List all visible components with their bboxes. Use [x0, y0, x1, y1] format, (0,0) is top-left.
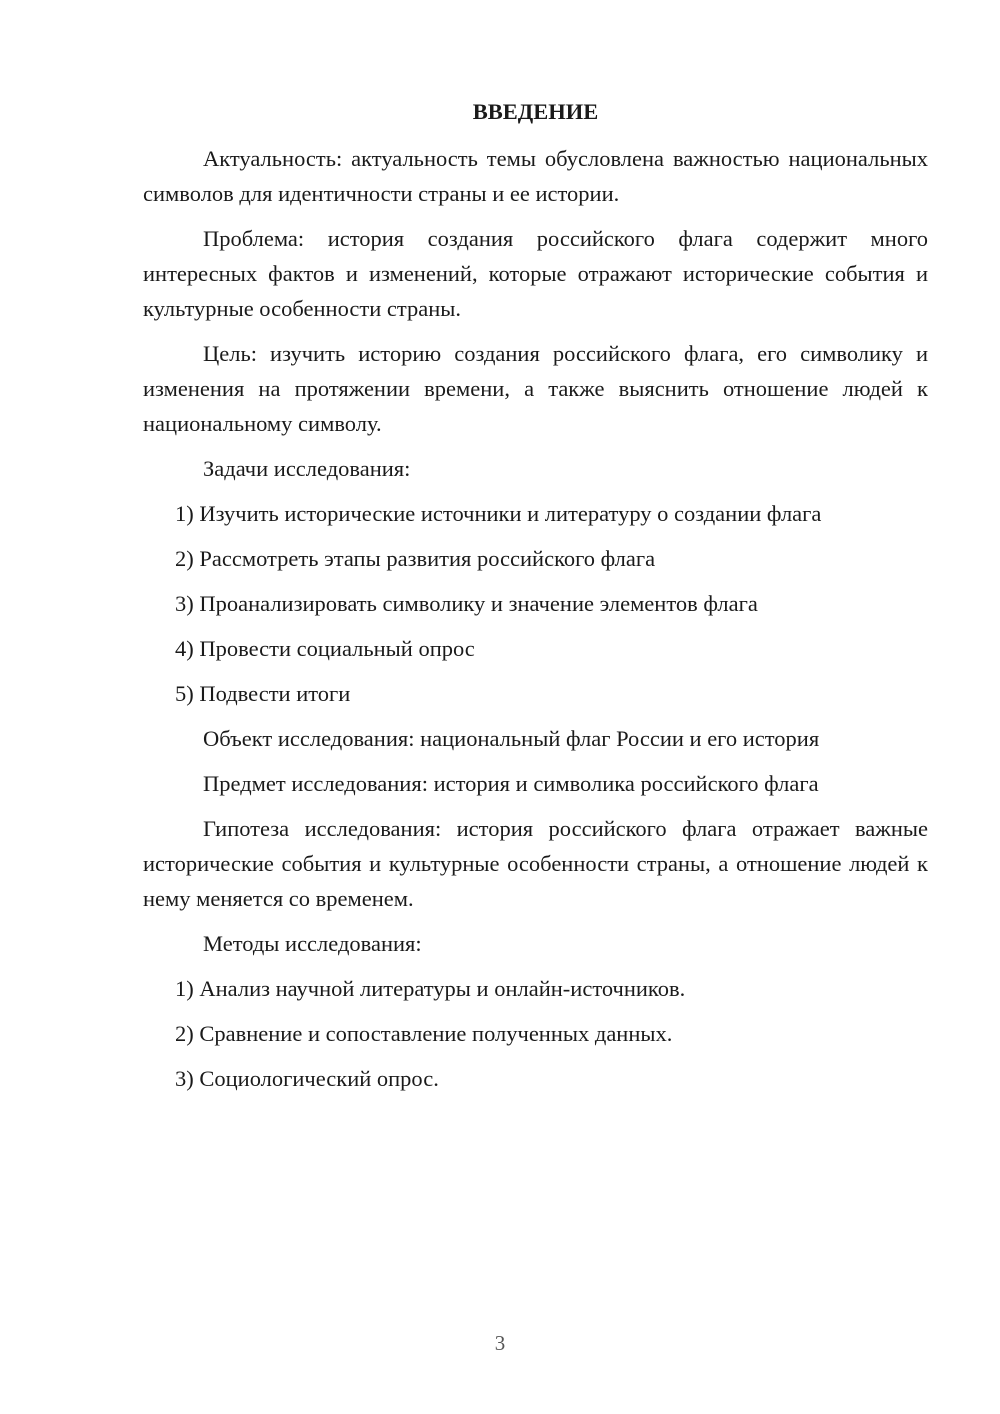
method-item: 3) Социологический опрос. [175, 1066, 439, 1091]
task-item: 4) Провести социальный опрос [175, 636, 475, 661]
task-item: 3) Проанализировать символику и значение элементов флага [175, 591, 758, 616]
subject-line: Предмет исследования: история и символика российского флага [203, 771, 819, 796]
page-number: 3 [494, 1331, 506, 1355]
tasks-heading: Задачи исследования: [203, 456, 411, 481]
methods-heading: Методы исследования: [203, 931, 422, 956]
page-content [143, 94, 928, 1106]
task-item: 2) Рассмотреть этапы развития российского флага [175, 546, 656, 571]
method-item: 2) Сравнение и сопоставление полученных данных. [175, 1021, 673, 1046]
relevance-paragraph: Актуальность: актуальность темы обусловлена важностью национальных символов для идентичности страны и ее истории. [143, 146, 928, 206]
goal-paragraph: Цель: изучить историю создания российского флага, его символику и изменения на протяжении времени, а также выяснить отношение людей к национальному символу. [143, 341, 928, 436]
problem-paragraph: Проблема: история создания российского флага содержит много интересных фактов и изменений, которые отражают исторические события и культурные особенности страны. [143, 226, 928, 321]
task-item: 5) Подвести итоги [175, 681, 351, 706]
method-item: 1) Анализ научной литературы и онлайн-источников. [175, 976, 686, 1001]
hypothesis-paragraph: Гипотеза исследования: история российского флага отражает важные исторические события и культурные особенности страны, а отношение людей к нему меняется со временем. [143, 816, 928, 911]
object-line: Объект исследования: национальный флаг России и его история [203, 726, 820, 751]
section-title: ВВЕДЕНИЕ [472, 99, 599, 124]
task-item: 1) Изучить исторические источники и литературу о создании флага [175, 501, 822, 526]
